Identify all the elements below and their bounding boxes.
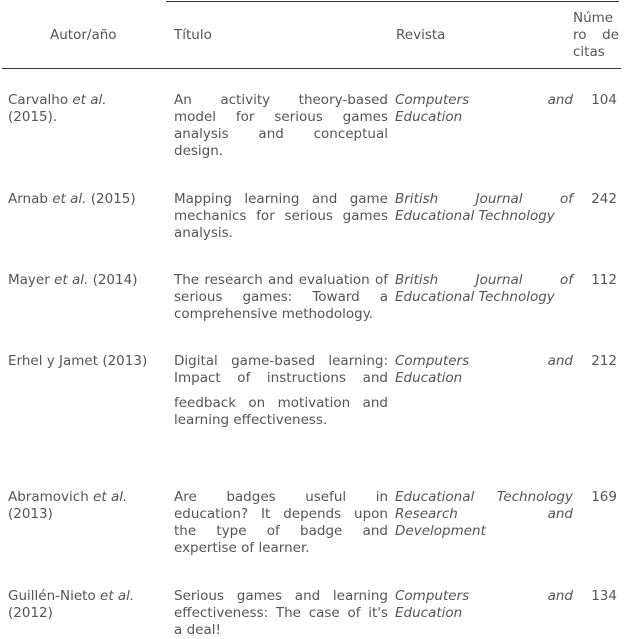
row-citas: 112 (591, 272, 617, 288)
titulo-line: Digital game-based learning: (174, 353, 388, 369)
revista-line: British Journal of (395, 272, 573, 288)
autor-year: (2012) (8, 605, 53, 621)
row-autor (8, 489, 166, 523)
revista-line: British Journal of (395, 191, 573, 207)
revista-line: Research and (395, 506, 573, 522)
autor-name: Mayer (8, 272, 50, 288)
autor-year: (2014) (92, 272, 138, 288)
row-citas: 212 (591, 353, 617, 369)
revista-line: Development (395, 523, 486, 539)
row-autor (8, 272, 166, 289)
header-citas (573, 10, 619, 61)
autor-name: Guillén-Nieto (8, 588, 96, 604)
revista-line: Educational Technology (395, 489, 573, 505)
header-bottom-rule (2, 68, 621, 69)
titulo-line: feedback on motivation and (174, 395, 388, 411)
titulo-line: An activity theory-based (174, 92, 388, 108)
titulo-line: The research and evaluation of (174, 272, 388, 288)
autor-year: (2015) (90, 191, 136, 207)
titulo-line: education? It depends upon (174, 506, 388, 522)
header-top-rule (166, 1, 619, 2)
titulo-line: Impact of instructions and (174, 370, 388, 386)
header-citas-line-2: ro de (573, 27, 619, 43)
revista-line: Education (395, 109, 463, 125)
header-titulo: Título (174, 27, 212, 43)
row-titulo (174, 353, 388, 429)
autor-year: (2015). (8, 109, 58, 125)
row-revista (395, 191, 573, 225)
row-revista (395, 353, 573, 387)
titulo-line: learning effectiveness. (174, 412, 328, 428)
row-autor (8, 588, 166, 622)
row-autor: Erhel y Jamet (2013) (8, 353, 148, 369)
row-autor (8, 191, 166, 208)
header-citas-line-1: Núme (573, 10, 614, 26)
header-revista: Revista (396, 27, 446, 43)
autor-name: Carvalho (8, 92, 69, 108)
titulo-line: Serious games and learning (174, 588, 388, 604)
row-citas: 104 (591, 92, 617, 108)
autor-name: Arnab (8, 191, 48, 207)
row-titulo (174, 272, 388, 323)
titulo-line: analysis and conceptual (174, 126, 388, 142)
autor-etal: et al. (54, 272, 89, 288)
titulo-line: model for serious games (174, 109, 388, 125)
row-titulo (174, 191, 388, 242)
revista-line: Computers and (395, 353, 573, 369)
row-revista (395, 588, 573, 622)
row-titulo (174, 489, 388, 557)
header-autor: Autor/año (50, 27, 117, 43)
revista-line: Education (395, 605, 463, 621)
revista-line: Education (395, 370, 463, 386)
titulo-line: comprehensive methodology. (174, 306, 374, 322)
row-citas: 134 (591, 588, 617, 604)
revista-line: Computers and (395, 92, 573, 108)
titulo-line: the type of badge and (174, 523, 388, 539)
autor-year: (2013) (8, 506, 53, 522)
titulo-line: Mapping learning and game (174, 191, 388, 207)
row-revista (395, 489, 573, 540)
row-citas: 242 (591, 191, 617, 207)
titulo-line: serious games: Toward a (174, 289, 388, 305)
row-titulo (174, 588, 388, 639)
row-revista (395, 92, 573, 126)
row-citas: 169 (591, 489, 617, 505)
autor-etal: et al. (72, 92, 107, 108)
header-citas-line-3: citas (573, 44, 605, 60)
revista-line: Computers and (395, 588, 573, 604)
row-revista (395, 272, 573, 306)
revista-line: Educational Technology (395, 289, 555, 305)
row-autor (8, 92, 166, 126)
titulo-line: mechanics for serious games (174, 208, 388, 224)
autor-etal: et al. (100, 588, 135, 604)
revista-line: Educational Technology (395, 208, 555, 224)
row-titulo (174, 92, 388, 160)
autor-etal: et al. (93, 489, 128, 505)
autor-name: Abramovich (8, 489, 89, 505)
titulo-line: expertise of learner. (174, 540, 310, 556)
titulo-line: a deal! (174, 622, 221, 638)
autor-etal: et al. (52, 191, 87, 207)
titulo-line: effectiveness: The case of it's (174, 605, 388, 621)
titulo-line: analysis. (174, 225, 233, 241)
titulo-line: design. (174, 143, 224, 159)
titulo-line: Are badges useful in (174, 489, 388, 505)
